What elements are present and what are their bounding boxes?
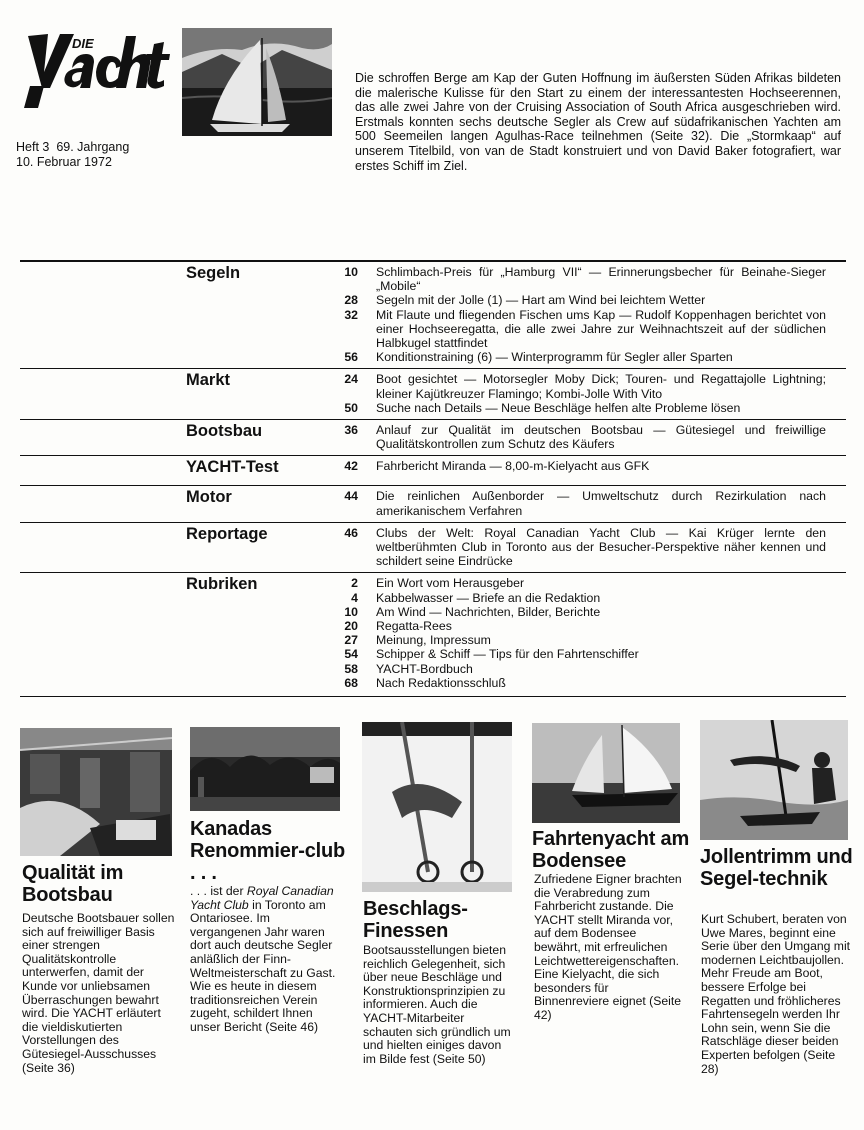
feature-photo-fittings: [362, 722, 512, 892]
toc-entry-text: Fahrbericht Miranda — 8,00-m-Kielyacht aus GFK: [376, 459, 650, 474]
toc-section: [20, 419, 846, 455]
toc-entry-text: Schlimbach-Preis für „Hamburg VII“ — Erinnerungsbecher für Beinahe-Sieger „Mobile“: [376, 265, 826, 294]
toc-page-number: 44: [344, 489, 358, 504]
toc-entry-text: Schipper & Schiff — Tips für den Fahrtenschiffer: [376, 647, 639, 662]
toc-category: Rubriken: [186, 575, 258, 594]
toc-entry-text: Die reinlichen Außenborder — Umweltschutz durch Rezirkulation nach amerikanischem Verfahren: [376, 489, 826, 518]
toc-entry[interactable]: [20, 308, 846, 351]
toc-entry-text: Boot gesichtet — Motorsegler Moby Dick; Touren- und Regattajolle Lightning; kleiner Kajütkreuzer Flamingo; Kombi-Jolle With Vito: [376, 372, 826, 401]
toc-page-number: 24: [344, 372, 358, 387]
toc-category: Motor: [186, 488, 232, 507]
toc-category: Segeln: [186, 264, 241, 282]
toc-page-number: 20: [344, 619, 358, 634]
toc-entry[interactable]: [20, 401, 846, 415]
feature-body-dinghy-trim: Kurt Schubert, beraten von Uwe Mares, beginnt eine Serie über den Umgang mit modernen Leichtbaujollen. Mehr Freude am Boot, bessere Erfolge bei Regatten und fröhlicheres Fahrtensegeln werden Ihr Lohn sein, wenn Sie die Ratschläge dieser beiden Experten befolgen (Seite 28): [701, 912, 851, 1076]
toc-entry[interactable]: [20, 619, 846, 633]
toc-entry-text: Ein Wort vom Herausgeber: [376, 576, 525, 591]
toc-category: YACHT-Test: [186, 458, 279, 477]
toc-section: [20, 522, 846, 573]
toc-entry[interactable]: [20, 662, 846, 676]
masthead-logo: [14, 22, 174, 112]
feature-body-bodensee: Zufriedene Eigner brachten die Verabredung zum Fahrbericht zustande. Die YACHT stellt Miranda vor, auf dem Bodensee bewährt, mit erfreulichen Leichtwettereigenschaften. Eine Kielyacht, die sich besonders für Binnenreviere eignet (Seite 42): [534, 872, 682, 1022]
issue-volume: 69. Jahrgang: [56, 140, 130, 154]
toc-entry[interactable]: [20, 423, 846, 451]
feature-body-canada-club: Royal Canadian Yacht Club: [190, 884, 334, 912]
toc-entry-text: Suche nach Details — Neue Beschläge helfen alte Probleme lösen: [376, 400, 741, 415]
toc-category: Bootsbau: [186, 422, 263, 441]
issue-number: Heft 3: [16, 140, 50, 154]
feature-photo-toronto-club: [190, 727, 340, 811]
feature-title-dinghy-trim: Jollentrimm und Segel-technik: [700, 846, 853, 890]
feature-body-quality: Deutsche Bootsbauer sollen sich auf freiwilliger Basis einer strengen Qualitätskontrolle unterwerfen, damit der Kunde vor unliebsamen Überraschungen bewahrt wird. Die YACHT erläutert die vieldiskutierten Vorstellungen des Gütesiegel-Ausschusses (Seite 36): [22, 911, 175, 1075]
toc-section: [20, 368, 846, 419]
toc-page-number: 10: [344, 265, 358, 279]
toc-section: [20, 485, 846, 521]
toc-entry[interactable]: [20, 350, 846, 364]
toc-entry[interactable]: [20, 372, 846, 400]
toc-page-number: 36: [344, 423, 358, 438]
toc-entry[interactable]: [20, 676, 846, 690]
toc-entry-text: Konditionstraining (6) — Winterprogramm für Segler aller Sparten: [376, 350, 733, 365]
issue-info: [16, 140, 129, 170]
toc-page-number: 27: [344, 633, 358, 648]
feature-body-canada-start: . . . ist der: [190, 884, 247, 898]
toc-entry-text: Segeln mit der Jolle (1) — Hart am Wind bei leichtem Wetter: [376, 293, 706, 308]
toc-page-number: 54: [344, 647, 358, 662]
toc-entry-text: Meinung, Impressum: [376, 633, 491, 648]
cover-photo-stormkaap: [182, 28, 332, 136]
cover-intro-text: Die schroffen Berge am Kap der Guten Hoffnung im äußersten Süden Afrikas bildeten die malerische Kulisse für den Start zu einem der interessantesten Hochseerennen, das alle zwei Jahre von der Cruising Association of South Africa ausgeschrieben wird. Erstmals konnten sechs deutsche Segler als Crew auf südafrikanischen Yachten am 500 Seemeilen langen Agulhas-Race teilnehmen (Seite 32). Die „Stormkaap“ auf unserem Titelbild, von van de Stadt konstruiert und von David Baker fotografiert, war erstes Schiff im Ziel.: [355, 71, 841, 173]
toc-page-number: 56: [344, 350, 358, 365]
feature-title-fittings: Beschlags-Finessen: [363, 898, 468, 942]
toc-entry[interactable]: [20, 576, 846, 590]
feature-body-canada: [190, 885, 344, 1035]
toc-entry[interactable]: [20, 591, 846, 605]
toc-page-number: 2: [351, 576, 358, 591]
feature-photo-boatyard: [20, 728, 172, 856]
toc-entry-text: Clubs der Welt: Royal Canadian Yacht Club — Kai Krüger lernte den weltberühmten Club in Toronto aus der Besucher-Perspektive näher kennen und schildert seine Eindrücke: [376, 525, 826, 569]
toc-entry-text: Kabbelwasser — Briefe an die Redaktion: [376, 590, 601, 605]
toc-page-number: 58: [344, 661, 358, 676]
toc-section: [20, 455, 846, 485]
toc-section: [20, 572, 846, 696]
table-of-contents: [20, 260, 846, 697]
feature-title-canada: Kanadas Renommier-club . . .: [190, 818, 346, 884]
toc-entry[interactable]: [20, 489, 846, 517]
toc-entry-text: Am Wind — Nachrichten, Bilder, Berichte: [376, 604, 601, 619]
toc-entry-text: Mit Flaute und fliegenden Fischen ums Kap — Rudolf Koppenhagen berichtet von einer Hochseeregatta, die alle zwei Jahre zur Weihnachtszeit auf der südlichen Halbkugel stattfindet: [376, 307, 826, 351]
toc-entry-text: Anlauf zur Qualität im deutschen Bootsbau — Gütesiegel und freiwillige Qualitätskontrollen zum Schutz des Käufers: [376, 423, 826, 452]
toc-entry-text: YACHT-Bordbuch: [376, 661, 473, 676]
toc-entry[interactable]: [20, 459, 846, 473]
toc-entry-text: Nach Redaktionsschluß: [376, 675, 506, 690]
toc-section: [20, 260, 846, 368]
toc-page-number: 10: [344, 604, 358, 619]
feature-photo-lake-constance: [532, 723, 680, 823]
feature-body-fittings: Bootsausstellungen bieten reichlich Gelegenheit, sich über neue Beschläge und Konstruktionsprinzipien zu informieren. Auch die YACHT-Mitarbeiter schauten sich gründlich um und hielten einiges davon im Bilde fest (Seite 50): [363, 943, 511, 1066]
toc-page-number: 42: [344, 459, 358, 474]
toc-page-number: 46: [344, 525, 358, 540]
toc-entry[interactable]: [20, 605, 846, 619]
toc-entry[interactable]: [20, 647, 846, 661]
toc-entry[interactable]: [20, 265, 846, 293]
feature-title-bodensee: Fahrtenyacht am Bodensee: [532, 828, 690, 872]
toc-bottom-rule: [20, 696, 846, 697]
toc-page-number: 50: [344, 400, 358, 415]
toc-entry[interactable]: [20, 293, 846, 307]
issue-date: 10. Februar 1972: [16, 155, 112, 169]
toc-entry[interactable]: [20, 526, 846, 569]
feature-title-quality: Qualität im Bootsbau: [22, 862, 124, 906]
masthead-die: DIE: [72, 36, 94, 51]
toc-page-number: 4: [351, 590, 358, 605]
toc-category: Markt: [186, 371, 231, 390]
toc-category: Reportage: [186, 524, 268, 543]
toc-page-number: 68: [344, 675, 358, 690]
toc-page-number: 32: [344, 307, 358, 322]
toc-entry-text: Regatta-Rees: [376, 619, 452, 634]
toc-entry[interactable]: [20, 633, 846, 647]
feature-photo-dinghy: [700, 720, 848, 840]
feature-body-canada-end: in Toronto am Ontariosee. Im vergangenen Jahr waren dort auch deutsche Segler anläßlich der Finn-Weltmeisterschaft zu Gast. Wie es heute in diesem traditionsreichen Verein zugeht, schildert Ihnen unser Bericht (Seite 46): [190, 897, 336, 1034]
toc-page-number: 28: [344, 293, 358, 308]
